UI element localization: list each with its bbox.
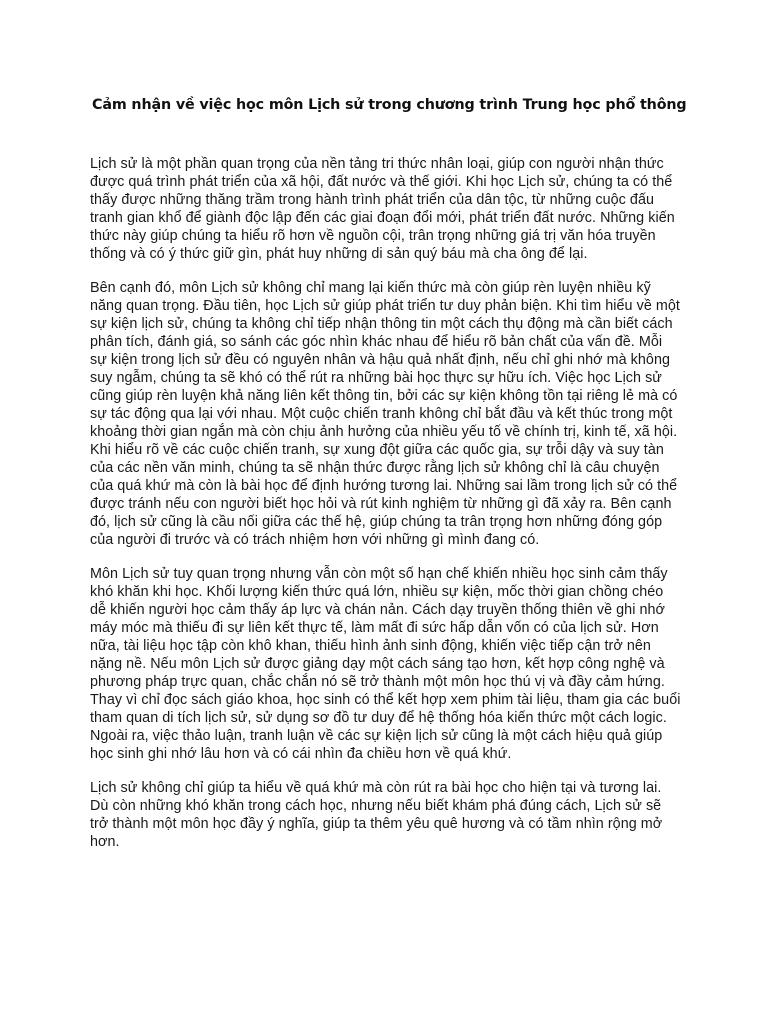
paragraph-1: Lịch sử là một phần quan trọng của nền tảng tri thức nhân loại, giúp con người nhận thức được quá trình phát triển của xã hội, đất nước và thế giới. Khi học Lịch sử, chúng ta có thể thấy được những thăng trầm trong hành trình phát triển của dân tộc, từ những cuộc đấu tranh gian khổ để giành độc lập đến các giai đoạn đổi mới, phát triển đất nước. Những kiến thức này giúp chúng ta hiểu rõ hơn về nguồn cội, trân trọng những giá trị văn hóa truyền thống và có ý thức giữ gìn, phát huy những di sản quý báu mà cha ông để lại.: [90, 156, 675, 262]
document-title: Cảm nhận về việc học môn Lịch sử trong chương trình Trung học phổ thông: [92, 97, 687, 113]
paragraph-4: Lịch sử không chỉ giúp ta hiểu về quá khứ mà còn rút ra bài học cho hiện tại và tương lai. Dù còn những khó khăn trong cách học, nhưng nếu biết khám phá đúng cách, Lịch sử sẽ trở thành một môn học đầy ý nghĩa, giúp ta thêm yêu quê hương và có tầm nhìn rộng mở hơn.: [90, 780, 663, 850]
paragraph-3: Môn Lịch sử tuy quan trọng nhưng vẫn còn một số hạn chế khiến nhiều học sinh cảm thấy khó khăn khi học. Khối lượng kiến thức quá lớn, nhiều sự kiện, mốc thời gian chồng chéo dễ khiến người học cảm thấy áp lực và chán nản. Cách dạy truyền thống thiên về ghi nhớ máy móc mà thiếu đi sự liên kết thực tế, làm mất đi sức hấp dẫn vốn có của lịch sử. Hơn nữa, tài liệu học tập còn khô khan, thiếu hình ảnh sinh động, khiến việc tiếp cận trở nên nặng nề. Nếu môn Lịch sử được giảng dạy một cách sáng tạo hơn, kết hợp công nghệ và phương pháp trực quan, chắc chắn nó sẽ trở thành một môn học thú vị và đầy cảm hứng. Thay vì chỉ đọc sách giáo khoa, học sinh có thể kết hợp xem phim tài liệu, tham gia các buổi tham quan di tích lịch sử, sử dụng sơ đồ tư duy để hệ thống hóa kiến thức một cách logic. Ngoài ra, việc thảo luận, tranh luận về các sự kiện lịch sử cũng là một cách hiệu quả giúp học sinh ghi nhớ lâu hơn và có cái nhìn đa chiều hơn về quá khứ.: [90, 566, 681, 762]
document-body: [90, 155, 682, 867]
paragraph-2: Bên cạnh đó, môn Lịch sử không chỉ mang lại kiến thức mà còn giúp rèn luyện nhiều kỹ năng quan trọng. Đầu tiên, học Lịch sử giúp phát triển tư duy phản biện. Khi tìm hiểu về một sự kiện lịch sử, chúng ta không chỉ tiếp nhận thông tin một cách thụ động mà cần biết cách phân tích, đánh giá, so sánh các góc nhìn khác nhau để hiểu rõ bản chất của vấn đề. Mỗi sự kiện trong lịch sử đều có nguyên nhân và hậu quả nhất định, nếu chỉ ghi nhớ mà không suy ngẫm, chúng ta sẽ khó có thể rút ra những bài học thực sự hữu ích. Việc học Lịch sử cũng giúp rèn luyện khả năng liên kết thông tin, bởi các sự kiện không tồn tại riêng lẻ mà có sự tác động qua lại với nhau. Một cuộc chiến tranh không chỉ bắt đầu và kết thúc trong một khoảng thời gian ngắn mà còn chịu ảnh hưởng của nhiều yếu tố về chính trị, kinh tế, xã hội. Khi hiểu rõ về các cuộc chiến tranh, sự xung đột giữa các quốc gia, sự trỗi dậy và suy tàn của các nền văn minh, chúng ta sẽ nhận thức được rằng lịch sử không chỉ là câu chuyện của quá khứ mà còn là bài học để định hướng tương lai. Những sai lầm trong lịch sử có thể được tránh nếu con người biết học hỏi và rút kinh nghiệm từ những gì đã xảy ra. Bên cạnh đó, lịch sử cũng là cầu nối giữa các thế hệ, giúp chúng ta trân trọng hơn những đóng góp của người đi trước và có trách nhiệm hơn với những gì mình đang có.: [90, 280, 680, 548]
